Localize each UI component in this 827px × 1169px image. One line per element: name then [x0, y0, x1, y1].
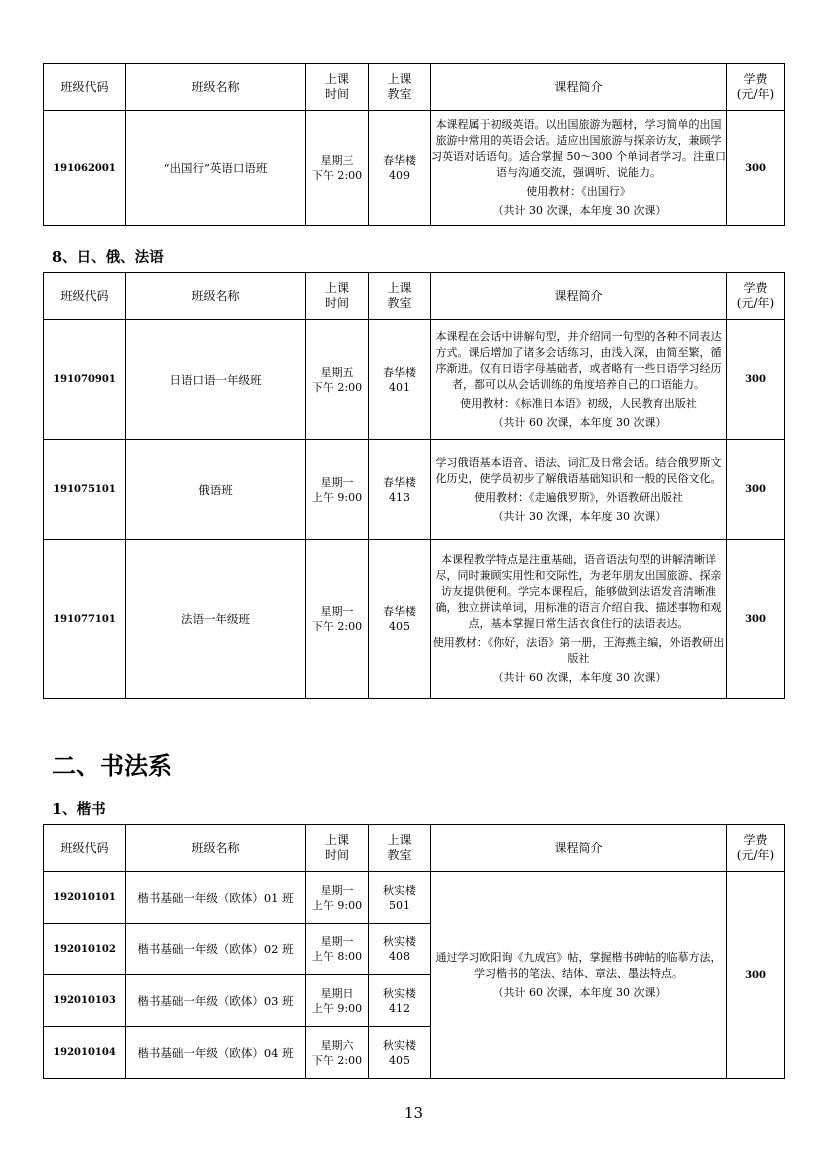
textbook-text: 使用教材：《你好，法语》第一册，王海燕主编，外语教研出版社 — [432, 636, 725, 665]
lesson-count: （共计 30 次课，本年度 30 次课） — [492, 204, 667, 217]
lesson-count: （共计 60 次课，本年度 30 次课） — [492, 985, 667, 999]
textbook-text: 使用教材：《标准日本语》初级，人民教育出版社 — [460, 396, 697, 410]
section-title-languages: 8、日、俄、法语 — [52, 249, 164, 266]
class-name: 楷书基础一年级（欧体）01 班 — [126, 872, 306, 924]
page-number: 13 — [403, 1104, 424, 1122]
classroom: 秋实楼 405 — [369, 1027, 431, 1079]
classroom: 秋实楼 408 — [369, 924, 431, 975]
class-time: 星期五 下午 2:00 — [306, 320, 369, 440]
table-header-row — [44, 825, 785, 872]
course-description — [431, 320, 727, 440]
classroom: 春华楼 405 — [369, 540, 431, 699]
section-title-kaishu: 1、楷书 — [52, 801, 106, 818]
tuition-fee: 300 — [727, 440, 785, 540]
english-course-table — [43, 63, 785, 226]
course-description — [431, 440, 727, 540]
table-row — [44, 540, 785, 699]
description-text: 学习俄语基本语音、语法、词汇及日常会话。结合俄罗斯文化历史，使学员初步了解俄语基础知识和一般的民俗文化。 — [435, 455, 722, 485]
class-code: 192010104 — [44, 1027, 126, 1079]
table-header-row — [44, 64, 785, 111]
course-description — [431, 872, 727, 1079]
header-class-name: 班级名称 — [126, 64, 306, 111]
class-name: 楷书基础一年级（欧体）03 班 — [126, 975, 306, 1027]
table-header-row — [44, 273, 785, 320]
header-class-code: 班级代码 — [44, 64, 126, 111]
lesson-count: （共计 60 次课，本年度 30 次课） — [492, 671, 667, 684]
header-class-time: 上课 时间 — [306, 64, 369, 111]
description-text: 通过学习欧阳询《九成宫》帖，掌握楷书碑帖的临摹方法，学习楷书的笔法、结体、章法、墨法特点。 — [435, 950, 722, 980]
table-row — [44, 320, 785, 440]
classroom: 春华楼 401 — [369, 320, 431, 440]
header-class-time: 上课 时间 — [306, 273, 369, 320]
header-class-time: 上课 时间 — [306, 825, 369, 872]
table-row — [44, 111, 785, 226]
header-class-name: 班级名称 — [126, 273, 306, 320]
tuition-fee: 300 — [727, 872, 785, 1079]
class-time: 星期一 上午 8:00 — [306, 924, 369, 975]
course-description — [431, 540, 727, 699]
table-row — [44, 440, 785, 540]
header-classroom: 上课 教室 — [369, 273, 431, 320]
header-fee: 学费 (元/年) — [727, 64, 785, 111]
class-code: 192010103 — [44, 975, 126, 1027]
class-time: 星期一 上午 9:00 — [306, 872, 369, 924]
class-time: 星期一 上午 9:00 — [306, 440, 369, 540]
class-time: 星期六 下午 2:00 — [306, 1027, 369, 1079]
class-name: 法语一年级班 — [126, 540, 306, 699]
class-time: 星期一 下午 2:00 — [306, 540, 369, 699]
class-name: 楷书基础一年级（欧体）02 班 — [126, 924, 306, 975]
description-text: 本课程教学特点是注重基础，语音语法句型的讲解清晰详尽，同时兼顾实用性和交际性，为老年朋友出国旅游、探亲访友提供便利。学完本课程后，能够做到法语发音清晰准确，独立拼读单词，用标准的语言介绍自我、描述事物和观点，基本掌握日常生活衣食住行的法语表达。 — [435, 553, 722, 630]
class-time: 星期日 上午 9:00 — [306, 975, 369, 1027]
classroom: 春华楼 413 — [369, 440, 431, 540]
class-name: 日语口语一年级班 — [126, 320, 306, 440]
language-course-table — [43, 272, 785, 699]
description-text: 本课程属于初级英语。以出国旅游为题材，学习简单的出国旅游中常用的英语会话。适应出国旅游与探亲访友，兼顾学习英语对话语句。适合掌握 50～300 个单词者学习。注重口语与沟通交流，强调听、说能力。 — [431, 118, 726, 179]
classroom: 春华楼 409 — [369, 111, 431, 226]
class-code: 191075101 — [44, 440, 126, 540]
class-code: 192010102 — [44, 924, 126, 975]
header-description: 课程简介 — [431, 273, 727, 320]
header-classroom: 上课 教室 — [369, 825, 431, 872]
class-code: 192010101 — [44, 872, 126, 924]
class-code: 191070901 — [44, 320, 126, 440]
header-classroom: 上课 教室 — [369, 64, 431, 111]
course-description — [431, 111, 727, 226]
header-class-name: 班级名称 — [126, 825, 306, 872]
calligraphy-course-table — [43, 824, 785, 1079]
lesson-count: （共计 30 次课，本年度 30 次课） — [492, 509, 667, 523]
class-code: 191062001 — [44, 111, 126, 226]
classroom: 秋实楼 412 — [369, 975, 431, 1027]
textbook-text: 使用教材：《走遍俄罗斯》，外语教研出版社 — [474, 490, 683, 504]
header-fee: 学费 (元/年) — [727, 273, 785, 320]
tuition-fee: 300 — [727, 540, 785, 699]
header-class-code: 班级代码 — [44, 825, 126, 872]
class-name: 楷书基础一年级（欧体）04 班 — [126, 1027, 306, 1079]
header-fee: 学费 (元/年) — [727, 825, 785, 872]
tuition-fee: 300 — [727, 320, 785, 440]
header-class-code: 班级代码 — [44, 273, 126, 320]
class-name: “出国行”英语口语班 — [126, 111, 306, 226]
class-name: 俄语班 — [126, 440, 306, 540]
description-text: 本课程在会话中讲解句型，并介绍同一句型的各种不同表达方式。课后增加了诸多会话练习，由浅入深，由简至繁，循序渐进。仅有日语字母基础者，或者略有一些日语学习经历者，都可以从会话训练的角度培养自己的口语能力。 — [435, 329, 722, 391]
header-description: 课程简介 — [431, 64, 727, 111]
lesson-count: （共计 60 次课，本年度 30 次课） — [492, 415, 667, 429]
header-description: 课程简介 — [431, 825, 727, 872]
tuition-fee: 300 — [727, 111, 785, 226]
table-row — [44, 872, 785, 924]
classroom: 秋实楼 501 — [369, 872, 431, 924]
textbook-text: 使用教材：《出国行》 — [526, 185, 631, 198]
class-code: 191077101 — [44, 540, 126, 699]
department-title: 二、书法系 — [52, 751, 172, 780]
class-time: 星期三 下午 2:00 — [306, 111, 369, 226]
